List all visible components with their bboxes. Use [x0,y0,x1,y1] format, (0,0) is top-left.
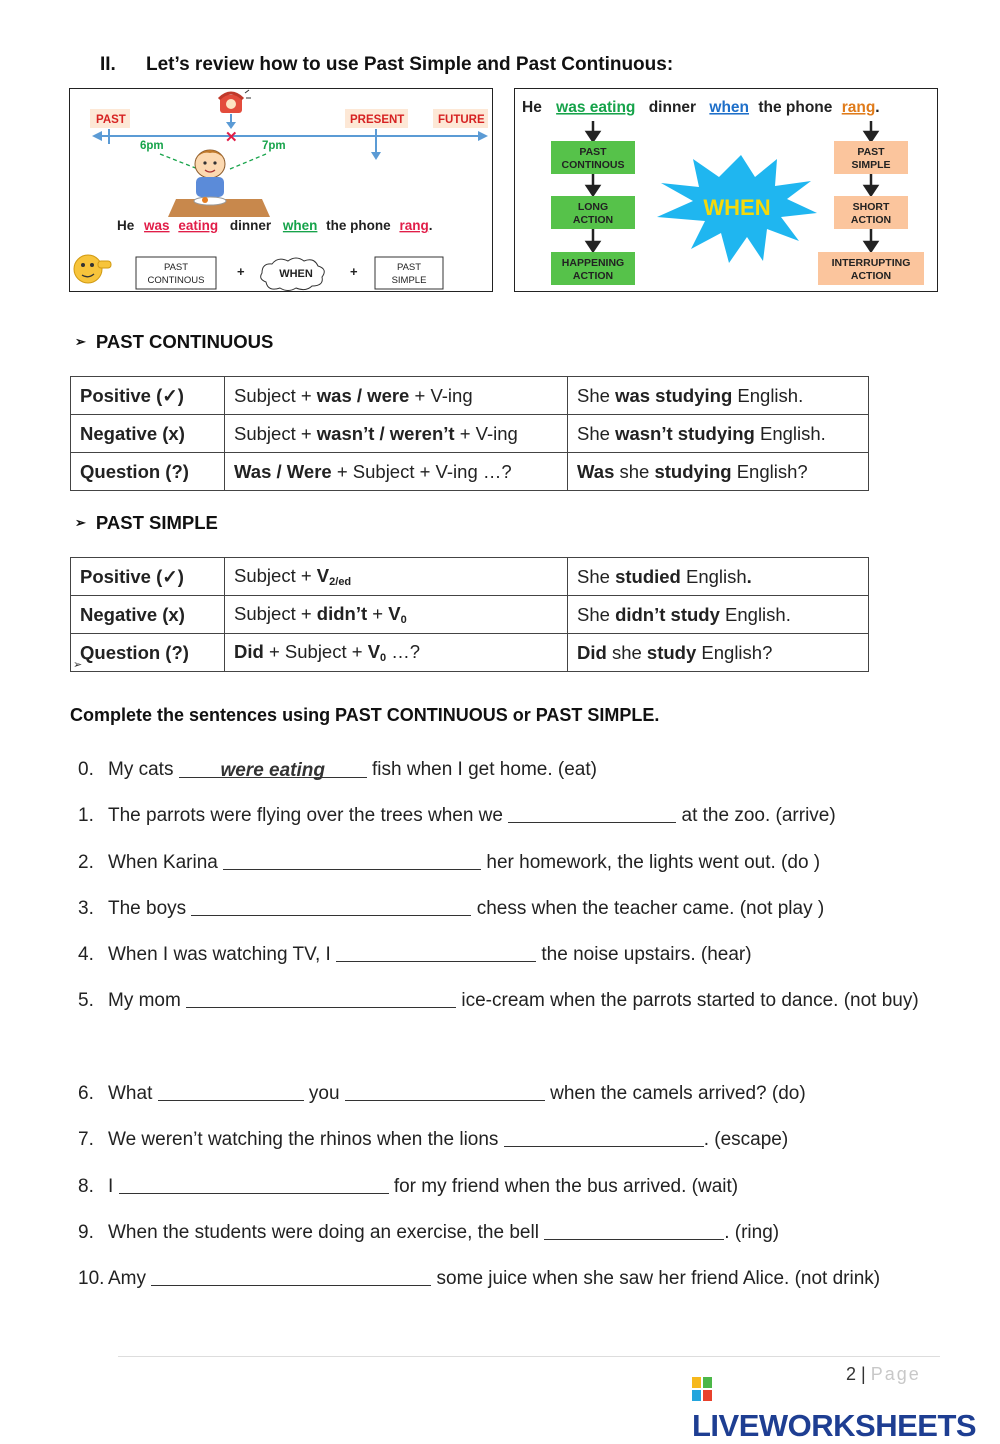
past-label: PAST [96,114,126,126]
table-row [71,558,869,596]
flow-right-3-line1: INTERRUPTING [831,257,911,269]
row-formula: Was / Were + Subject + V-ing …? [225,453,568,491]
row-formula: Subject + $V_{2/ed}$ [225,558,568,596]
footer-divider [118,1356,940,1357]
flow-right-3-line2: ACTION [850,270,892,282]
answer-field[interactable] [191,897,471,916]
formula-past-cont-2: CONTINOUS [147,275,205,286]
answer-field[interactable] [158,1082,304,1101]
arrowhead-bullet-icon: ➢ [75,334,86,349]
liveworksheets-mark-icon [692,1377,714,1403]
flow-when: when [709,99,750,116]
phone-icon [219,90,251,113]
row-label: Negative (x) [71,596,225,634]
row-example: She wasn’t studying English. [568,415,869,453]
thinking-emoji-icon [74,255,111,283]
boy-eating-icon [168,150,270,217]
flow-panel [514,88,938,292]
flow-was-eating: was eating [556,99,636,116]
exercise-item: 3. The boys chess when the teacher came. (not play ) [78,897,825,919]
answer-field[interactable] [345,1082,545,1101]
exercise-item: 9. When the students were doing an exercise, the bell . (ring) [78,1221,780,1243]
row-label: Question (?) [71,453,225,491]
exercise-item: 8. I for my friend when the bus arrived. (wait) [78,1175,739,1197]
table-row [71,377,869,415]
row-example: Did she study English? [568,634,869,672]
sentence-rang: rang [399,218,429,233]
time-6pm: 6pm [140,140,164,152]
present-label: PRESENT [350,114,405,126]
row-example: She studied English. [568,558,869,596]
flow-left-3-line1: HAPPENING [561,257,625,269]
stray-arrowhead-icon: ➢ [73,659,83,671]
flow-left-3-line2: ACTION [572,270,614,282]
timeline-arrow-left [92,131,102,141]
liveworksheets-logo[interactable] [692,1372,1000,1444]
row-example: Was she studying English? [568,453,869,491]
sentence-he: He [117,218,135,233]
arrowhead-bullet-icon: ➢ [75,515,86,530]
heading-text: Let’s review how to use Past Simple and Past Continuous: [146,54,674,75]
flow-the-phone: the phone [758,99,833,116]
answer-field[interactable] [544,1221,724,1240]
exercise-item: 4. When I was watching TV, I the noise upstairs. (hear) [78,944,752,966]
flow-right-1-line1: PAST [857,146,885,158]
answer-field[interactable]: were eating [179,759,367,778]
logo-text: LIVEWORKSHEETS [692,1408,977,1443]
exercise-item: 2. When Karina her homework, the lights went out. (do ) [78,851,821,873]
answer-field[interactable] [336,943,536,962]
flow-right-1-line2: SIMPLE [851,159,891,171]
section-heading [100,54,673,76]
table-row [71,596,869,634]
past-simple-title-text: PAST SIMPLE [95,512,218,533]
future-label: FUTURE [438,114,485,126]
cross-mark: ✕ [225,129,238,146]
exercise-list [78,757,958,1313]
row-label: Positive (✓) [71,377,225,415]
formula-when: WHEN [279,268,313,280]
answer-field[interactable] [504,1128,704,1147]
row-example: She didn’t study English. [568,596,869,634]
timeline-illustration [70,89,492,291]
sentence-period: . [428,218,433,233]
row-formula: Subject + wasn’t / weren’t + V-ing [225,415,568,453]
flow-left-1-line2: CONTINOUS [561,159,625,171]
exercise-item: 1. The parrots were flying over the trees when we at the zoo. (arrive) [78,805,836,827]
past-simple-table [70,557,869,672]
formula-past-cont-1: PAST [163,262,189,273]
answer-field[interactable] [223,851,481,870]
answer-field[interactable] [508,804,676,823]
row-formula: Subject + was / were + V-ing [225,377,568,415]
exercise-item: 7. We weren’t watching the rhinos when the lions . (escape) [78,1129,789,1151]
flow-left-2-line2: ACTION [572,214,614,226]
table-row [71,415,869,453]
exercise-item: 5. My mom ice-cream when the parrots started to dance. (not buy) [78,990,919,1012]
exercise-item: 6. What you when the camels arrived? (do) [78,1083,806,1105]
answer-field[interactable] [119,1175,389,1194]
row-example: She was studying English. [568,377,869,415]
formula-past-simple-1: PAST [396,262,422,273]
row-formula: Did + Subject + $V_0$ …? [225,634,568,672]
flow-diagram [515,89,937,291]
past-continuous-title-text: PAST CONTINUOUS [95,331,274,352]
row-formula: Subject + didn’t + $V_0$ [225,596,568,634]
flow-he: He [522,99,542,116]
sentence-eating: eating [178,218,219,233]
flow-left-2-line1: LONG [577,201,609,213]
sentence-dinner: dinner [229,218,272,233]
table-row [71,634,869,672]
past-continuous-table [70,376,869,491]
timeline-sentence [117,218,432,233]
flow-right-2-line2: ACTION [850,214,892,226]
flow-rang: rang [841,99,876,116]
past-continuous-title [75,331,273,353]
flow-left-1-line1: PAST [579,146,607,158]
flow-dinner: dinner [648,99,697,116]
formula-plus-2: + [350,264,358,279]
flow-when-center: WHEN [703,195,771,220]
time-7pm: 7pm [262,140,286,152]
row-label: Question (?) [71,634,225,672]
page-number: 2 | Page [846,1364,921,1384]
past-simple-title [75,512,218,534]
table-row [71,453,869,491]
flow-right-2-line1: SHORT [852,201,890,213]
answer-field[interactable] [186,989,456,1008]
formula-past-simple-2: SIMPLE [391,275,427,286]
answer-field[interactable] [151,1267,431,1286]
flow-period: . [875,99,880,116]
exercise-item: 10. Amy some juice when she saw her friend Alice. (not drink) [78,1268,881,1290]
sentence-was: was [144,218,170,233]
formula-plus-1: + [237,264,245,279]
sentence-the-phone: the phone [326,218,391,233]
timeline-panel [69,88,493,292]
flow-sentence [522,99,880,116]
heading-number: II. [100,54,116,75]
row-label: Positive (✓) [71,558,225,596]
sentence-when: when [282,218,318,233]
row-label: Negative (x) [71,415,225,453]
exercise-item: 0. My cats were eating fish when I get home. (eat) [78,759,597,781]
instruction: Complete the sentences using PAST CONTINUOUS or PAST SIMPLE. [70,705,660,725]
timeline-arrow-right [478,131,488,141]
